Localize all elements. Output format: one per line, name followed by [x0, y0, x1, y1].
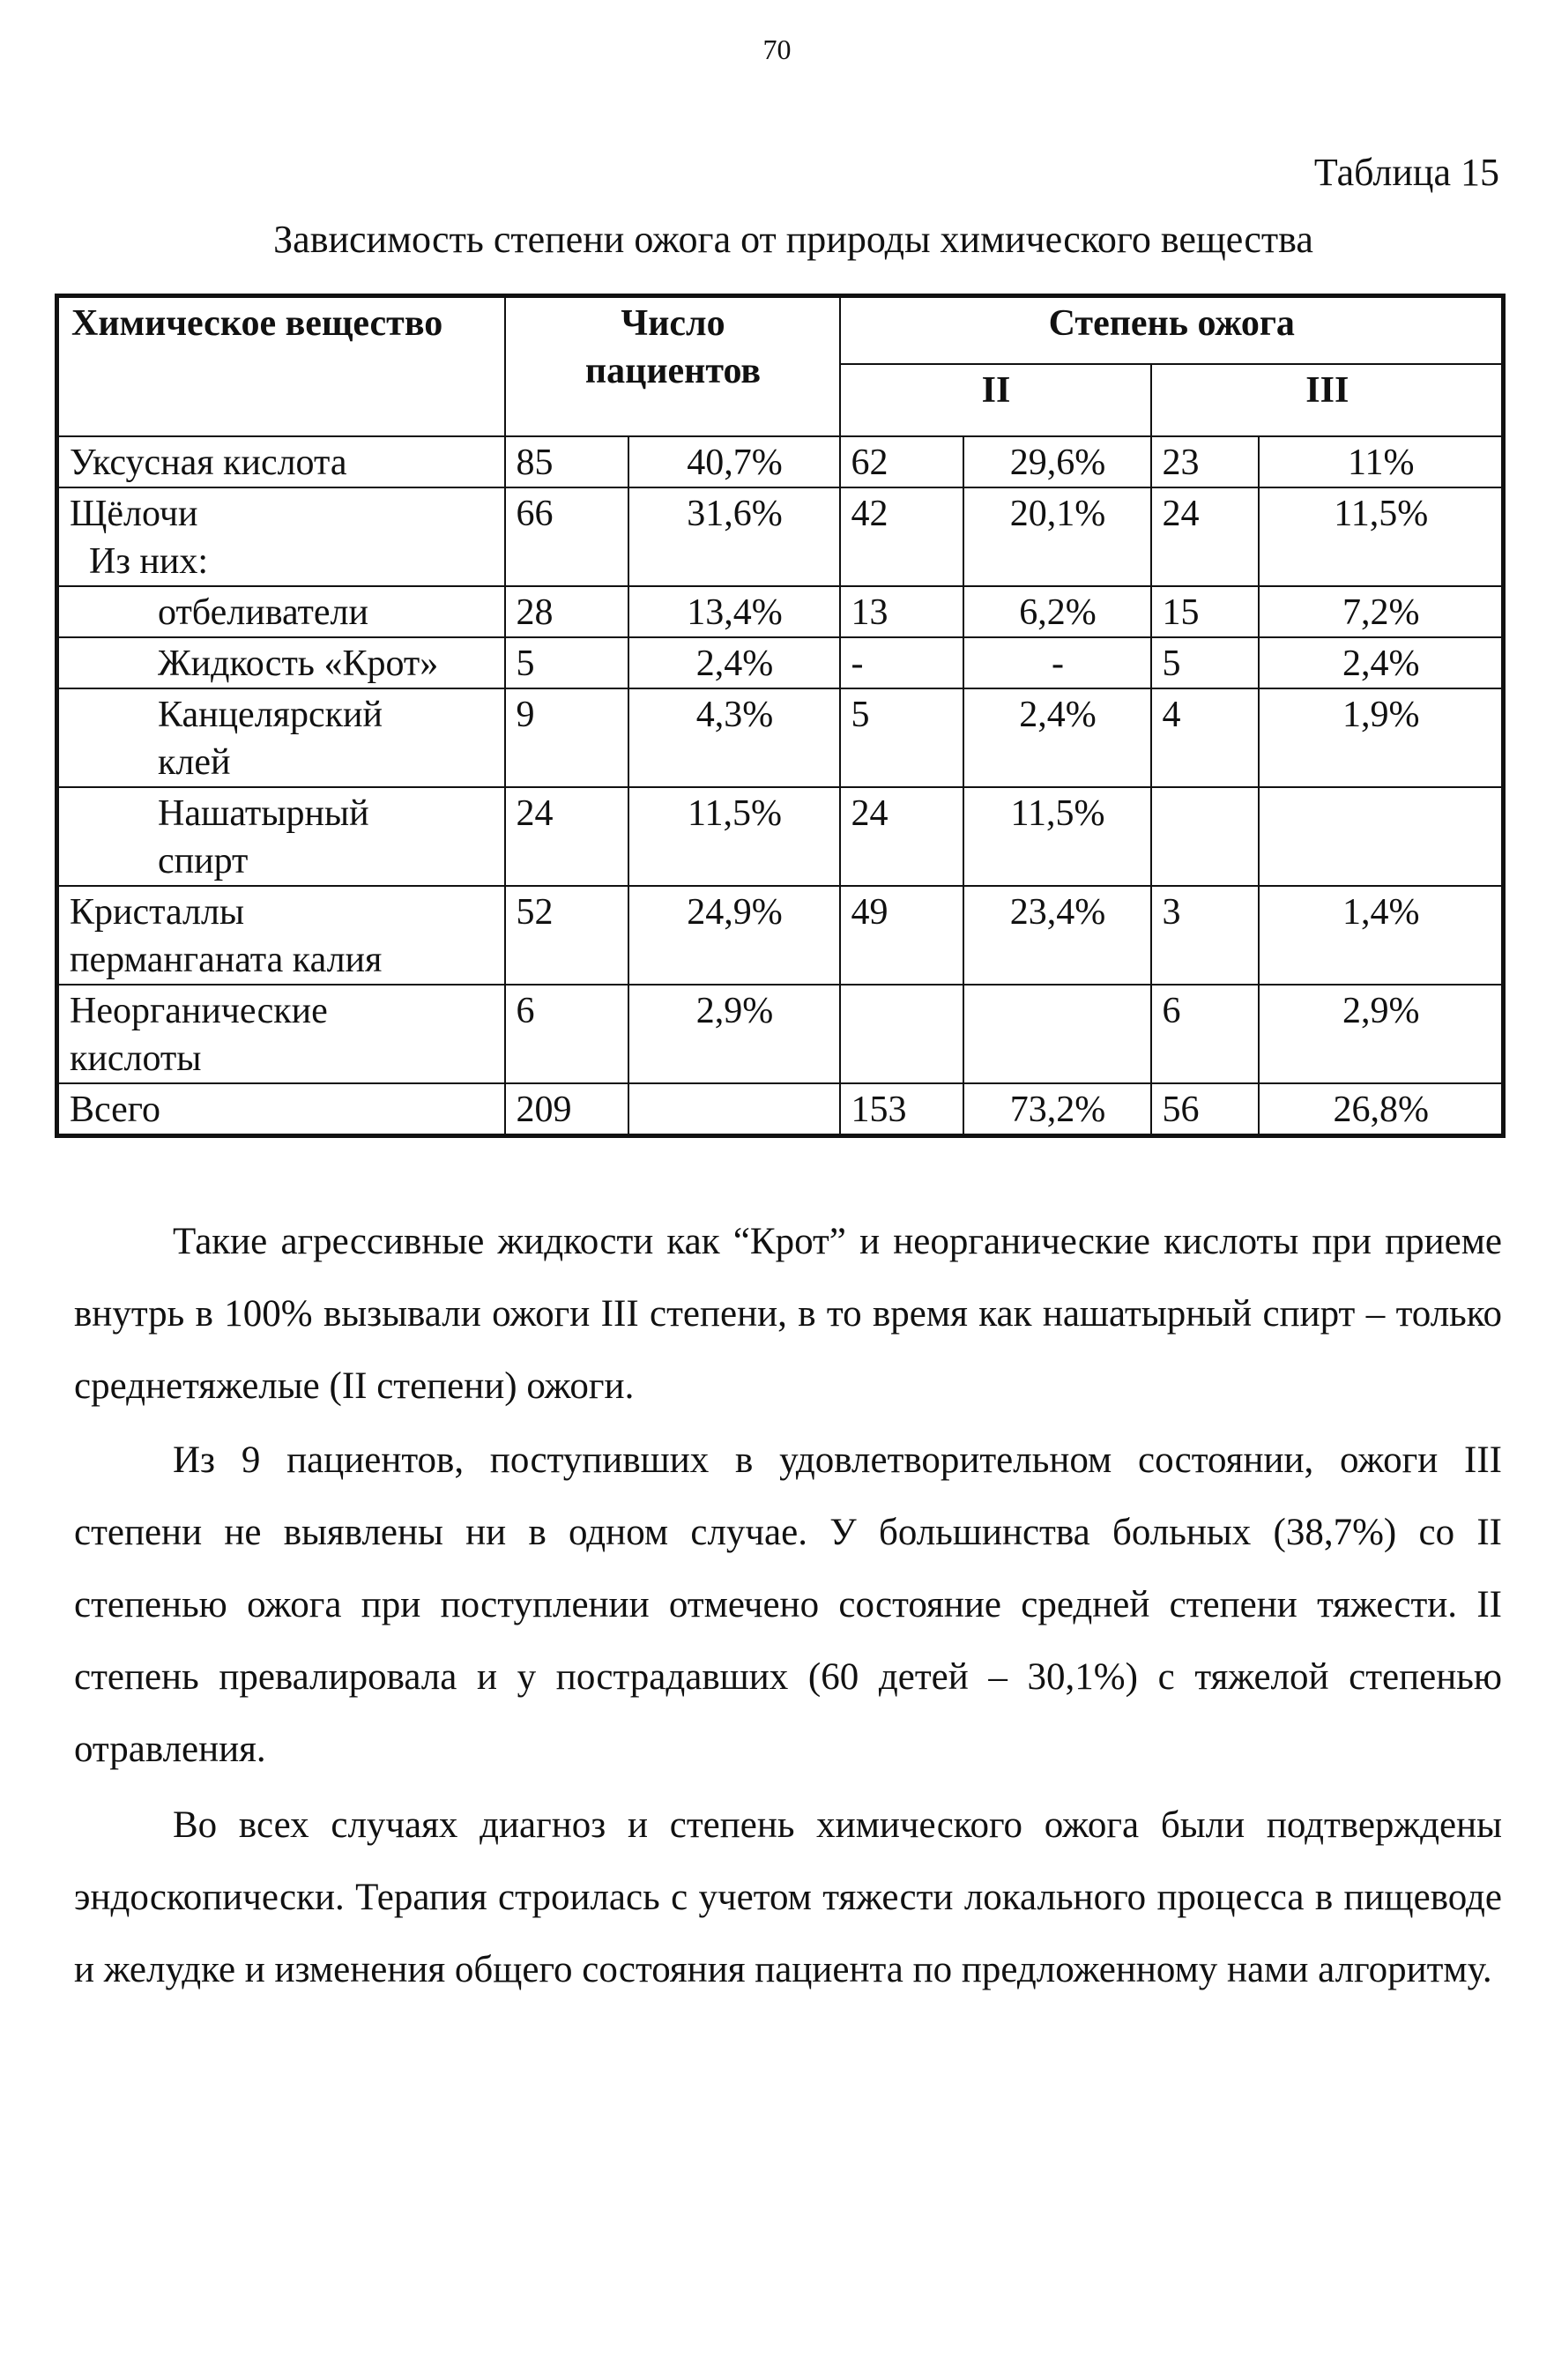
row-name: [57, 985, 505, 1083]
cell-count: 5: [505, 637, 628, 688]
cell-count: 9: [505, 688, 628, 787]
row-name-line2: спирт: [158, 841, 249, 881]
cell-percent-degree-2: [963, 985, 1151, 1083]
header-substance: Химическое вещество: [57, 296, 505, 437]
header-patients-line1: Число: [621, 303, 725, 344]
cell-count-degree-2: 42: [840, 487, 963, 586]
body-paragraph-3: Во всех случаях диагноз и степень химического ожога были подтверждены эндоскопически. Терапия строилась с учетом тяжести локального процесса в пищеводе и желудке и изменения общего состояния пациента по предложенному нами алгоритму.: [74, 1804, 1502, 1990]
cell-percent: 31,6%: [628, 487, 840, 586]
table-row: [57, 886, 1504, 985]
table-row-total: [57, 1083, 1504, 1136]
header-degree-3: III: [1151, 364, 1504, 436]
cell-count-degree-2: 62: [840, 436, 963, 487]
table-row: [57, 688, 1504, 787]
cell-percent-degree-3: 7,2%: [1259, 586, 1504, 637]
cell-percent-degree-3: 1,9%: [1259, 688, 1504, 787]
cell-count-degree-2: 5: [840, 688, 963, 787]
cell-count-degree-3: 15: [1151, 586, 1259, 637]
burn-degree-table: [55, 294, 1506, 1138]
row-name: Всего: [57, 1083, 505, 1136]
table-row: [57, 586, 1504, 637]
row-name-line2: кислоты: [70, 1038, 202, 1079]
cell-percent-degree-2: 6,2%: [963, 586, 1151, 637]
row-name-line1: Кристаллы: [70, 892, 245, 933]
cell-percent-degree-2: 11,5%: [963, 787, 1151, 886]
cell-count-degree-3: 24: [1151, 487, 1259, 586]
cell-percent-degree-3: 11%: [1259, 436, 1504, 487]
cell-percent: [628, 1083, 840, 1136]
header-burn-degree: Степень ожога: [840, 296, 1504, 365]
cell-count-degree-3: 23: [1151, 436, 1259, 487]
cell-count-degree-3: 3: [1151, 886, 1259, 985]
row-name: Жидкость «Крот»: [57, 637, 505, 688]
cell-percent: 2,9%: [628, 985, 840, 1083]
cell-percent: 4,3%: [628, 688, 840, 787]
cell-count-degree-2: 24: [840, 787, 963, 886]
page-number: 70: [762, 33, 792, 65]
cell-count: 6: [505, 985, 628, 1083]
cell-percent-degree-2: -: [963, 637, 1151, 688]
row-name: отбеливатели: [57, 586, 505, 637]
table-row: [57, 985, 1504, 1083]
cell-percent-degree-3: 2,9%: [1259, 985, 1504, 1083]
cell-count: 24: [505, 787, 628, 886]
cell-count: 66: [505, 487, 628, 586]
cell-count-degree-3: 56: [1151, 1083, 1259, 1136]
body-paragraph-2: Из 9 пациентов, поступивших в удовлетворительном состоянии, ожоги III степени не выявлены ни в одном случае. У большинства больных (38,7%) со II степенью ожога при поступлении отмечено состояние средней степени тяжести. II степень превалировала и у пострадавших (60 детей – 30,1%) с тяжелой степенью отравления.: [74, 1439, 1502, 1770]
row-name: [57, 487, 505, 586]
row-name-line2: перманганата калия: [70, 940, 383, 980]
cell-count-degree-2: 13: [840, 586, 963, 637]
row-name-line1: Нашатырный: [158, 793, 369, 834]
cell-count-degree-3: 6: [1151, 985, 1259, 1083]
cell-percent: 40,7%: [628, 436, 840, 487]
cell-percent-degree-3: 26,8%: [1259, 1083, 1504, 1136]
row-name: [57, 688, 505, 787]
header-patients-line2: пациентов: [584, 351, 762, 391]
cell-count-degree-2: [840, 985, 963, 1083]
cell-count: 209: [505, 1083, 628, 1136]
cell-percent-degree-3: [1259, 787, 1504, 886]
cell-count-degree-3: 4: [1151, 688, 1259, 787]
table-row: [57, 436, 1504, 487]
cell-count-degree-2: 49: [840, 886, 963, 985]
cell-percent: 2,4%: [628, 637, 840, 688]
table-row: [57, 637, 1504, 688]
table-row: [57, 487, 1504, 586]
table-row: [57, 787, 1504, 886]
table-title: Зависимость степени ожога от природы химического вещества: [273, 218, 1313, 261]
cell-percent-degree-3: 2,4%: [1259, 637, 1504, 688]
cell-percent-degree-2: 23,4%: [963, 886, 1151, 985]
header-degree-2: II: [840, 364, 1151, 436]
cell-percent-degree-2: 20,1%: [963, 487, 1151, 586]
cell-percent: 11,5%: [628, 787, 840, 886]
row-note: Из них:: [89, 541, 209, 582]
cell-percent-degree-2: 29,6%: [963, 436, 1151, 487]
cell-count-degree-2: -: [840, 637, 963, 688]
cell-count: 28: [505, 586, 628, 637]
row-name-line1: Канцелярский: [158, 695, 383, 735]
cell-count-degree-3: 5: [1151, 637, 1259, 688]
cell-percent-degree-2: 73,2%: [963, 1083, 1151, 1136]
row-name-line1: Неорганические: [70, 991, 328, 1031]
cell-percent-degree-3: 11,5%: [1259, 487, 1504, 586]
row-name: [57, 787, 505, 886]
cell-count: 85: [505, 436, 628, 487]
cell-count-degree-3: [1151, 787, 1259, 886]
row-name-line1: Щёлочи: [70, 494, 198, 534]
row-name: [57, 886, 505, 985]
header-patients: [505, 296, 840, 437]
table-label: Таблица 15: [1313, 151, 1499, 194]
cell-percent: 24,9%: [628, 886, 840, 985]
cell-percent: 13,4%: [628, 586, 840, 637]
row-name: Уксусная кислота: [57, 436, 505, 487]
row-name-line2: клей: [158, 742, 231, 783]
cell-percent-degree-2: 2,4%: [963, 688, 1151, 787]
cell-count: 52: [505, 886, 628, 985]
cell-percent-degree-3: 1,4%: [1259, 886, 1504, 985]
body-paragraph-1: Такие агрессивные жидкости как “Крот” и неорганические кислоты при приеме внутрь в 100% вызывали ожоги III степени, в то время как нашатырный спирт – только среднетяжелые (II степени) ожоги.: [74, 1221, 1502, 1407]
cell-count-degree-2: 153: [840, 1083, 963, 1136]
